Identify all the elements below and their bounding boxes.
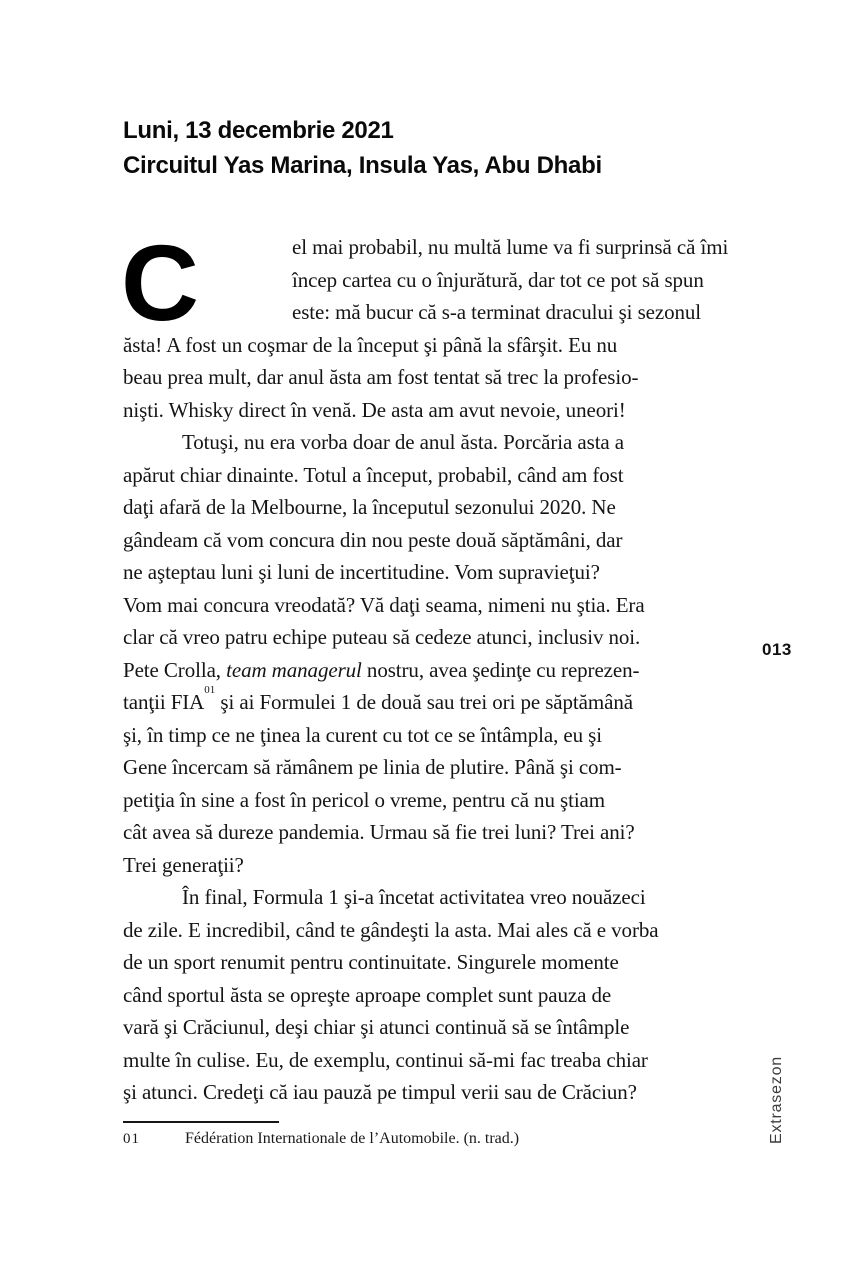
text-segment: tanţii FIA <box>123 690 205 714</box>
text-line: când sportul ăsta se opreşte aproape complet sunt pauza de <box>123 982 612 1007</box>
text-line-with-footnote-ref <box>123 686 763 719</box>
page-number: 013 <box>762 640 792 659</box>
text-line: Totuşi, nu era vorba doar de anul ăsta. Porcăria asta a <box>182 430 625 454</box>
text-line: el mai probabil, nu multă lume va fi surprinsă că îmi <box>292 235 729 259</box>
text-line: cât avea să dureze pandemia. Urmau să fie trei luni? Trei ani? <box>123 820 635 844</box>
text-line: de un sport renumit pentru continuitate. Singurele momente <box>123 950 619 974</box>
text-line: de zile. E incredibil, când te gândeşti la asta. Mai ales că e vorba <box>123 917 659 942</box>
text-line: Vom mai concura vreodată? Vă daţi seama, nimeni nu ştia. Era <box>123 592 645 617</box>
text-segment: şi ai Formulei 1 de două sau trei ori pe săptămână <box>215 690 633 714</box>
chapter-location: Circuitul Yas Marina, Insula Yas, Abu Dhabi <box>123 152 602 179</box>
text-line: ăsta! A fost un coşmar de la început şi până la sfârşit. Eu nu <box>123 332 618 357</box>
text-line: ne aşteptau luni şi luni de incertitudine. Vom supravieţui? <box>123 560 600 584</box>
section-side-label: Extrasezon <box>768 1055 785 1145</box>
text-line: beau prea mult, dar anul ăsta am fost tentat să trec la profesio- <box>123 365 639 389</box>
text-segment: nostru, avea şedinţe cu reprezen- <box>361 657 640 682</box>
text-line-with-italic <box>123 654 763 687</box>
text-line: vară şi Crăciunul, deşi chiar şi atunci continuă să se întâmple <box>123 1015 630 1039</box>
text-line: daţi afară de la Melbourne, la începutul sezonului 2020. Ne <box>123 495 616 519</box>
drop-cap: C <box>121 222 199 343</box>
text-line: şi atunci. Credeţi că iau pauză pe timpul verii sau de Crăciun? <box>123 1080 637 1104</box>
text-line: petiţia în sine a fost în pericol o vreme, pentru că nu ştiam <box>123 787 606 812</box>
text-line: multe în culise. Eu, de exemplu, continui să-mi fac treaba chiar <box>123 1047 648 1072</box>
italic-phrase: team managerul <box>226 657 362 682</box>
chapter-header <box>123 113 602 183</box>
text-line: gândeam că vom concura din nou peste două săptămâni, dar <box>123 527 623 552</box>
footnote-reference: 01 <box>204 684 216 696</box>
text-line: clar că vreo patru echipe puteau să cedeze atunci, inclusiv noi. <box>123 625 641 649</box>
text-line: nişti. Whisky direct în venă. De asta am avut nevoie, uneori! <box>123 397 626 422</box>
text-line: apărut chiar dinainte. Totul a început, probabil, când am fost <box>123 462 624 487</box>
text-line: În final, Formula 1 şi-a încetat activitatea vreo nouăzeci <box>182 885 646 909</box>
text-line: este: mă bucur că s-a terminat dracului şi sezonul <box>292 300 702 324</box>
text-line: încep cartea cu o înjurătură, dar tot ce pot să spun <box>292 267 704 292</box>
footnote-marker: 01 <box>123 1131 140 1147</box>
body-text <box>121 222 763 1109</box>
chapter-date: Luni, 13 decembrie 2021 <box>123 117 394 144</box>
footnote <box>123 1130 519 1148</box>
text-line: şi, în timp ce ne ţinea la curent cu tot ce se întâmpla, eu şi <box>123 722 602 747</box>
footnote-divider <box>123 1121 279 1123</box>
text-segment: Pete Crolla, <box>123 657 227 682</box>
text-line: Gene încercam să rămânem pe linia de plutire. Până şi com- <box>123 755 622 779</box>
text-line: Trei generaţii? <box>123 852 244 877</box>
footnote-text: Fédération Internationale de l’Automobile. (n. trad.) <box>185 1130 520 1147</box>
